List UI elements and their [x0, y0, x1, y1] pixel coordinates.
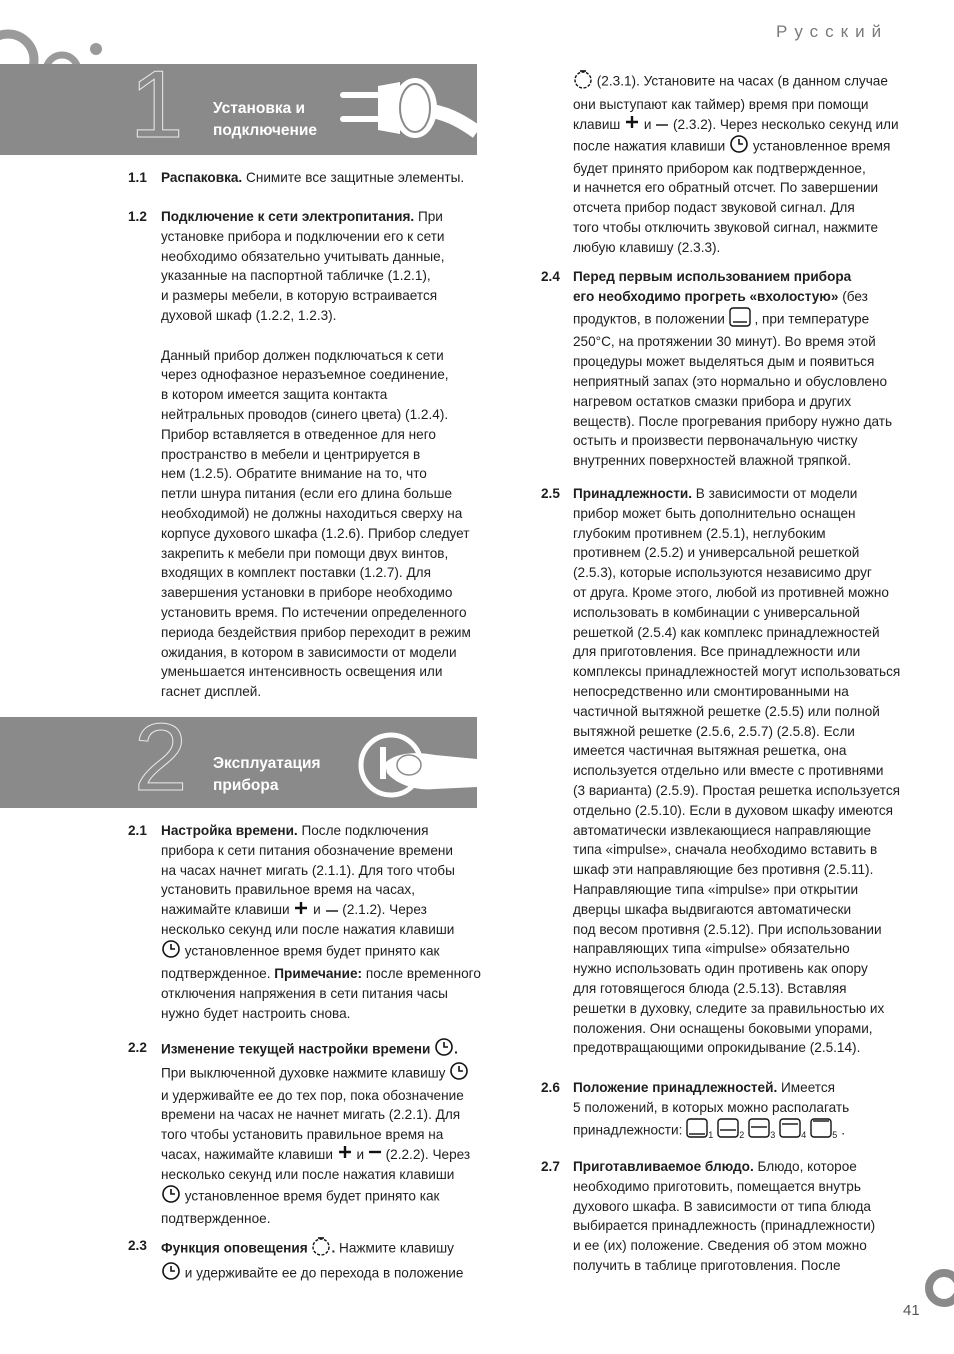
minus-key-icon: [655, 115, 669, 135]
text-line: для приготовления. Все принадлежности или: [573, 644, 861, 660]
shelf-position-number: 5: [832, 1129, 838, 1140]
page-number: 41: [903, 1302, 920, 1319]
text-line: от друга. Кроме этого, любой из противней можно: [573, 584, 889, 600]
clock-icon: [434, 1038, 454, 1062]
text-line: автоматически извлекающиеся направляющие: [573, 822, 872, 838]
shelf-position-icon: [779, 1118, 801, 1144]
period: .: [841, 1122, 846, 1138]
shelf-position-icon: [686, 1118, 708, 1144]
clock-icon: [161, 940, 181, 964]
section-title: Эксплуатация прибора: [213, 755, 321, 794]
plus-key-icon: [293, 901, 309, 921]
text-line: для готовящегося блюда (2.5.13). Вставляя: [573, 980, 847, 996]
text-line: необходимо приготовить, помещается внутрь: [573, 1178, 861, 1194]
section-title: Установка и подключение: [213, 100, 318, 139]
text-line: Направляющие типа «impulse» при открытии: [573, 881, 859, 897]
text-line: и ее (их) положение. Сведения об этом можно: [573, 1238, 867, 1254]
text-line: противнем (2.5.2) и универсальной решеткой: [573, 545, 860, 561]
text-line: отдельно (2.5.10). Если в духовом шкафу имеются: [573, 802, 893, 818]
text-line: предотвращающими опрокидывание (2.5.14).: [573, 1040, 861, 1056]
language-label: Русский: [776, 22, 889, 41]
text-line: вытяжной решетке (2.5.6, 2.5.7) (2.5.8). Если: [573, 723, 855, 739]
alarm-bell-icon: [573, 69, 593, 95]
plus-key-icon: [337, 1145, 353, 1165]
text-line: непосредственно или смонтированными на: [573, 683, 849, 699]
section-banner-operation: [0, 717, 477, 808]
power-button-finger-icon: [355, 725, 477, 805]
shelf-position-icon: [810, 1118, 832, 1144]
clock-icon: [729, 135, 749, 159]
text-line: решеткой (2.5.4) как комплекс принадлежностей: [573, 624, 880, 640]
text-line: направляющих типа «impulse» обязательно: [573, 941, 850, 957]
section-banner-installation: [0, 64, 477, 155]
text-line: (2.5.3), которые используются независимо друг: [573, 565, 872, 581]
section-number: 1: [130, 64, 184, 155]
text-line: глубоким противнем (2.5.1), неглубоким: [573, 525, 826, 541]
shelf-position-icon: [748, 1118, 770, 1144]
minus-key-icon: [325, 901, 339, 921]
section-number: 2: [134, 717, 188, 808]
shelf-position-number: 1: [708, 1129, 714, 1140]
clock-icon: [161, 1185, 181, 1209]
oven-mode-icon: [729, 307, 751, 333]
minus-key-icon: [368, 1145, 382, 1165]
text-line: духового шкафа. В зависимости от типа блюда: [573, 1198, 871, 1214]
text-line: под весом противня (2.5.12). При использовании: [573, 921, 882, 937]
text-line: получить в таблице приготовления. После: [573, 1257, 841, 1273]
text-line: частичной вытяжной решетке (2.5.5) или полной: [573, 703, 880, 719]
shelf-position-icon: [717, 1118, 739, 1144]
text-line: решетки в духовку, следите за правильностью их: [573, 1000, 885, 1016]
clock-icon: [449, 1062, 469, 1086]
shelf-position-number: 3: [770, 1129, 776, 1140]
text-line: шкаф эти направляющие без противня (2.5.11).: [573, 862, 874, 878]
text-line: нужно использовать один противень как опору: [573, 961, 868, 977]
alarm-bell-icon: [311, 1236, 331, 1262]
decorative-circle: [920, 1268, 954, 1308]
text-line: выбирается принадлежность (принадлежности): [573, 1218, 876, 1234]
text-line: комплексы принадлежностей могут использоваться: [573, 664, 901, 680]
shelf-position-number: 2: [739, 1129, 745, 1140]
text-line: дверцы шкафа выдвигаются автоматически: [573, 901, 852, 917]
text-line: (3 варианта) (2.5.9). Простая решетка используется: [573, 782, 900, 798]
text-line: типа «impulse», сначала необходимо вставить в: [573, 842, 878, 858]
text-line: имеется частичная вытяжная решетка, она: [573, 743, 847, 759]
text-line: используется отдельно или вместе с противнями: [573, 763, 884, 779]
text-line: прибор может быть дополнительно оснащен: [573, 505, 856, 521]
text-line: использовать в комбинации с универсальной: [573, 604, 860, 620]
clock-icon: [161, 1262, 181, 1286]
plug-icon: [330, 72, 477, 152]
shelf-position-number: 4: [801, 1129, 807, 1140]
plus-key-icon: [624, 115, 640, 135]
text-line: положения. Они оснащены боковыми упорами,: [573, 1020, 873, 1036]
